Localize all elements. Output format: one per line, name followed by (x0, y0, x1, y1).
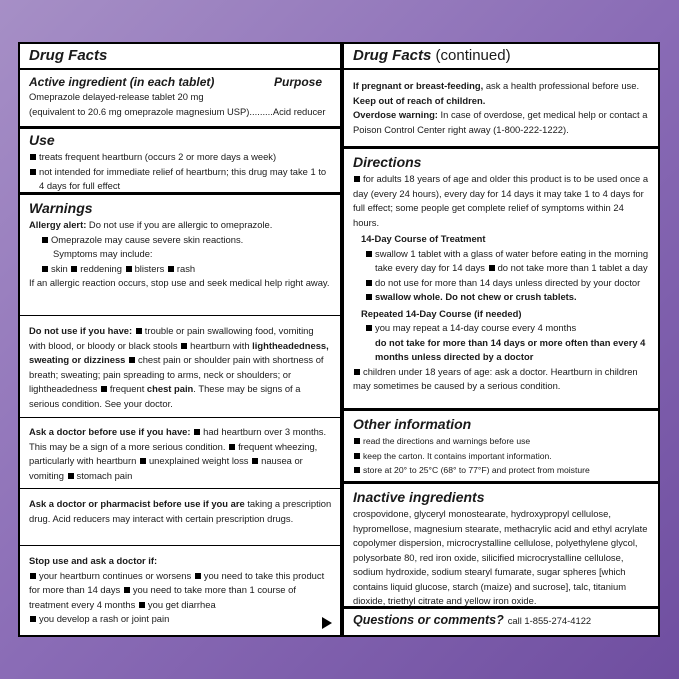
ask-pharmacist-section (20, 494, 340, 526)
bullet-icon (42, 266, 48, 272)
symptom-list: skin reddening blisters rash (29, 262, 332, 277)
bullet-icon (30, 573, 36, 579)
stop-use-heading: Stop use and ask a doctor if: (29, 555, 158, 566)
bullet-icon (366, 280, 372, 286)
other-info-item: store at 20° to 25°C (68° to 77°F) and protect from moisture (353, 463, 650, 478)
bullet-icon (354, 369, 360, 375)
course-step: swallow 1 tablet with a glass of water before eating in the morning take every day for 14 days do not take more than 1 tablet a day (353, 247, 650, 276)
bullet-icon (354, 453, 360, 459)
course-step: swallow whole. Do not chew or crush tablets. (353, 290, 650, 305)
warnings-heading: Warnings (29, 200, 93, 216)
divider (344, 408, 658, 411)
stop-use-text: your heartburn continues or worsens you need to take this product for more than 14 days you need to take more than 1 course of treatment every 4 months you get diarrhea (29, 569, 325, 610)
purpose-heading: Purpose (273, 75, 322, 89)
drug-facts-right-panel (342, 42, 660, 637)
bullet-icon (30, 169, 36, 175)
skin-reaction-warning: Omeprazole may cause severe skin reactions. (29, 233, 332, 248)
bullet-icon (252, 458, 258, 464)
active-ingredient-section (20, 71, 340, 119)
other-info-item: keep the carton. It contains important information. (353, 449, 650, 464)
other-information-section (344, 412, 658, 478)
bullet-icon (101, 386, 107, 392)
symptoms-intro: Symptoms may include: (53, 248, 153, 259)
directions-intro: for adults 18 years of age and older this product is to be used once a day (every 24 hours), every day for 14 days it may take 1 to 4 days for full effect; some people get complete relief of symptoms within 24 hours. (353, 173, 649, 228)
ask-doctor-section (20, 422, 340, 483)
inactive-ingredients-list: crospovidone, glyceryl monostearate, hydroxypropyl cellulose, hypromellose, magnesium stearate, methacrylic acid and ethyl acrylate copolymer dispersion, microcrystalline cellulose, polyethylene glycol, polysorbate 80, red iron oxide, silicified microcrystalline cellulose, sodium hydroxide, sodium stearyl fumarate, sugar spheres [which contains liquid glucose, starch (maize) and sucrose], talc, titanium dioxide, triethyl citrate and yellow iron oxide. (353, 508, 648, 606)
questions-heading: Questions or comments? (353, 613, 504, 627)
inactive-ingredients-heading: Inactive ingredients (353, 489, 485, 505)
drug-facts-title: Drug Facts (29, 47, 108, 64)
divider (20, 545, 340, 546)
stop-use-section (20, 551, 340, 627)
divider (344, 606, 658, 609)
pregnancy-warning: If pregnant or breast-feeding, ask a health professional before use. (353, 80, 640, 91)
ask-pharmacist-text: Ask a doctor or pharmacist before use if you are taking a prescription drug. Acid reducers may interact with certain prescription drugs. (29, 498, 332, 524)
bullet-icon (229, 444, 235, 450)
keep-out-of-reach: Keep out of reach of children. (353, 94, 486, 106)
bullet-icon (139, 602, 145, 608)
drug-facts-left-panel (18, 42, 342, 637)
drug-facts-title-section (20, 44, 340, 66)
use-section (20, 128, 340, 194)
other-info-item: read the directions and warnings before use (353, 434, 650, 449)
divider (344, 146, 658, 149)
bullet-icon (129, 357, 135, 363)
bullet-icon (30, 616, 36, 622)
course-step: do not use for more than 14 days unless directed by your doctor (353, 276, 650, 291)
bullet-icon (195, 573, 201, 579)
bullet-icon (30, 154, 36, 160)
repeat-course-heading: Repeated 14-Day Course (if needed) (361, 307, 522, 319)
active-ingredient-equivalent: (equivalent to 20.6 mg omeprazole magnesium USP).........Acid reducer (29, 105, 326, 117)
bullet-icon (194, 429, 200, 435)
allergic-reaction-text: If an allergic reaction occurs, stop use and seek medical help right away. (29, 277, 330, 288)
directions-section (344, 150, 658, 394)
bullet-icon (136, 328, 142, 334)
do-not-use-text: Do not use if you have: trouble or pain swallowing food, vomiting with blood, or bloody or black stools heartburn with lightheadedness, sweating or dizziness chest pain or shoulder pain with shortness of breath; sweating; pain spreading to arms, neck or shoulders; or lightheadedness frequent chest pain. These may be signs of a serious condition. See your doctor. (29, 325, 329, 409)
repeat-step: you may repeat a 14-day course every 4 months (353, 321, 650, 336)
inactive-ingredients-section (344, 485, 658, 609)
course-heading: 14-Day Course of Treatment (361, 233, 486, 244)
bullet-icon (126, 266, 132, 272)
ask-doctor-text: Ask a doctor before use if you have: had heartburn over 3 months. This may be a sign of a more serious condition. frequent wheezing, particularly with heartburn unexplained weight loss nausea or vomiting stomach pain (29, 426, 327, 481)
bullet-icon (366, 325, 372, 331)
bullet-icon (68, 473, 74, 479)
divider (20, 68, 340, 70)
use-heading: Use (29, 132, 55, 148)
use-item: not intended for immediate relief of heartburn; this drug may take 1 to 4 days for full effect (29, 165, 332, 194)
warnings-section (20, 196, 340, 291)
use-item: treats frequent heartburn (occurs 2 or more days a week) (29, 150, 332, 165)
divider (20, 417, 340, 418)
directions-heading: Directions (353, 154, 422, 170)
bullet-icon (140, 458, 146, 464)
bullet-icon (42, 237, 48, 243)
pregnancy-overdose-section (344, 76, 658, 137)
overdose-warning: Overdose warning: In case of overdose, get medical help or contact a Poison Control Center right away (1-800-222-1222). (353, 109, 648, 135)
bullet-icon (124, 587, 130, 593)
other-information-heading: Other information (353, 416, 472, 432)
divider (20, 192, 340, 195)
allergy-alert: Allergy alert: Do not use if you are allergic to omeprazole. (29, 219, 273, 230)
bullet-icon (354, 176, 360, 182)
bullet-icon (181, 343, 187, 349)
drug-facts-continued-title-section (344, 44, 658, 66)
active-ingredient-line: Omeprazole delayed-release tablet 20 mg (29, 91, 204, 102)
bullet-icon (489, 265, 495, 271)
questions-section (344, 610, 658, 629)
bullet-icon (354, 438, 360, 444)
stop-use-last: you develop a rash or joint pain (29, 612, 332, 627)
children-warning: children under 18 years of age: ask a doctor. Heartburn in children may sometimes be caused by a serious condition. (353, 365, 638, 391)
drug-facts-continued-title: Drug Facts (continued) (353, 47, 511, 64)
continued-arrow-icon (322, 617, 332, 629)
do-not-use-section (20, 321, 340, 411)
bullet-icon (366, 294, 372, 300)
divider (20, 488, 340, 489)
repeat-step-warning: do not take for more than 14 days or more often than every 4 months unless directed by a doctor (375, 336, 646, 362)
bullet-icon (366, 251, 372, 257)
bullet-icon (168, 266, 174, 272)
divider (344, 481, 658, 484)
bullet-icon (71, 266, 77, 272)
questions-phone: call 1-855-274-4122 (507, 615, 592, 626)
divider (344, 68, 658, 70)
divider (20, 315, 340, 316)
active-ingredient-heading: Active ingredient (in each tablet) (29, 75, 215, 89)
bullet-icon (354, 467, 360, 473)
